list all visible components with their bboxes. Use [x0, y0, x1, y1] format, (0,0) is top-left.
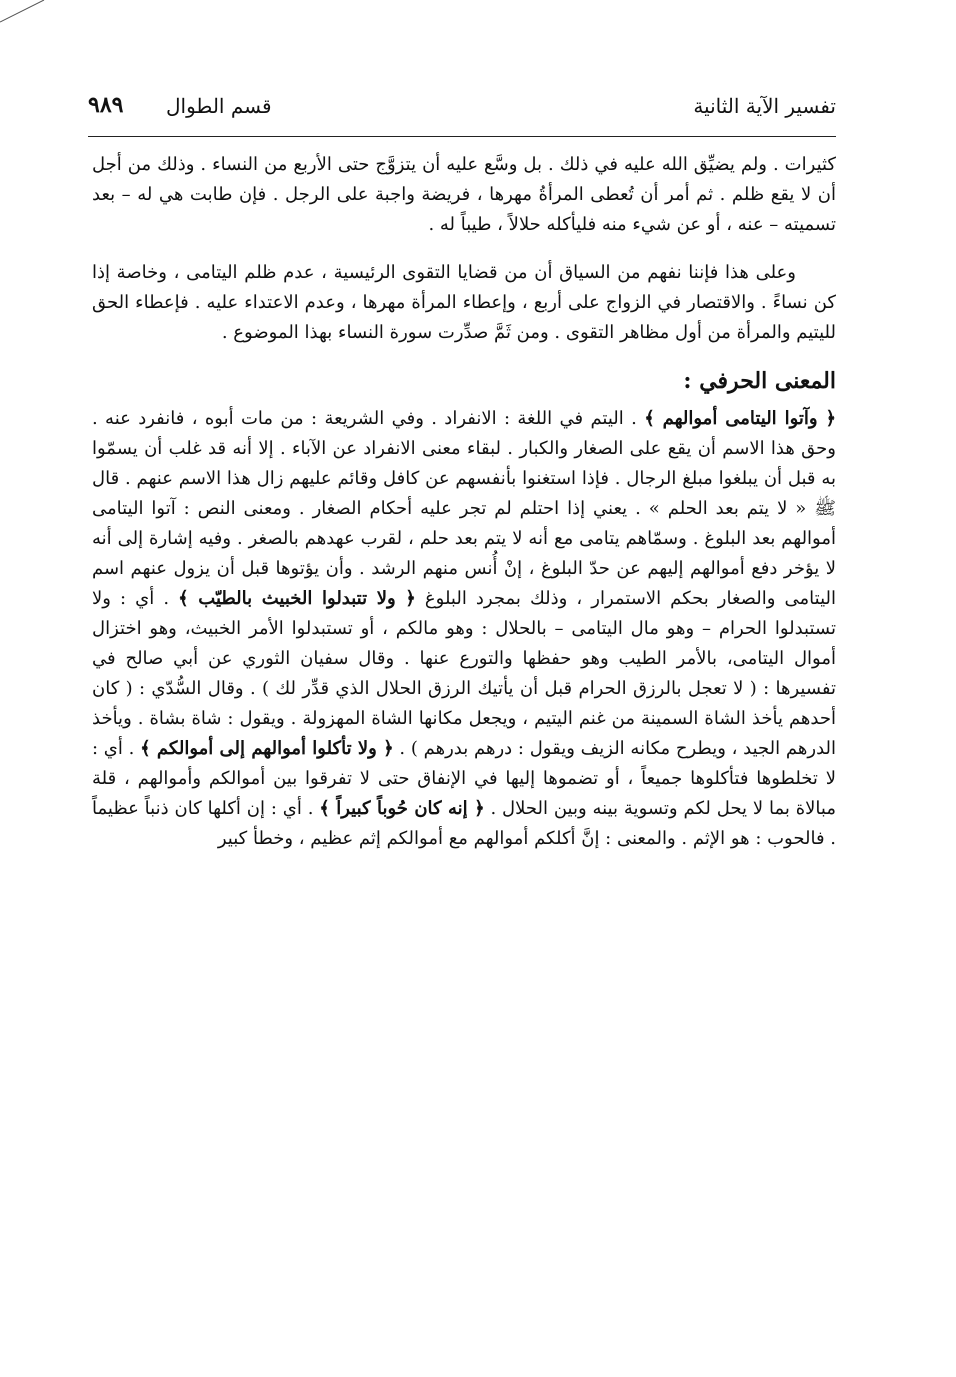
quran-quote: ﴿ ولا تتبدلوا الخبيث بالطيّب ﴾: [178, 588, 416, 609]
part-title: قسم الطوال: [166, 94, 272, 118]
quran-quote: ﴿ إنه كان حُوباً كبيراً ﴾: [319, 798, 485, 819]
section-title: تفسير الآية الثانية: [693, 94, 836, 118]
paragraph-literal-meaning: [92, 404, 836, 854]
commentary-text: . أي : لا تخلطوها فتأكلوها جميعاً ، أو تضموها إليها في الإنفاق حتى لا تفرقوا بين أموالكم وأموالهم ، قلة مبالاة بما لا يحل لكم وتسوية بينه وبين الحلال .: [92, 738, 836, 819]
section-heading: المعنى الحرفي :: [683, 368, 836, 394]
commentary-text: . اليتم في اللغة : الانفراد . وفي الشريعة : من مات أبوه ، فانفرد عنه . وحق هذا الاسم أن يقع على الصغار والكبار . لبقاء معنى الانفراد عن الآباء . إلا أنه قد غلب أن يسمّوا به قبل أن يبلغوا مبلغ الرجال . فإذا استغنوا بأنفسهم عن كافل وقائم عليهم زال هذا الاسم عنهم . قال ﷺ « لا يتم بعد الحلم » . يعني إذا احتلم لم تجر عليه أحكام الصغار . ومعنى النص : آتوا اليتامى أموالهم بعد البلوغ . وسمّاهم يتامى مع أنه لا يتم بعد حلم ، لقرب عهدهم بالصغر . وفيه إشارة إلى أنه لا يؤخر دفع أموالهم إليهم عن حدّ البلوغ ، إنْ أُنس منهم الرشد . وأن يؤتوها قبل أن يزول عنهم اسم اليتامى والصغار بحكم الاستمرار ، وذلك بمجرد البلوغ: [92, 408, 836, 609]
commentary-text: . أي : ولا تستبدلوا الحرام – وهو مال اليتامى – بالحلال : وهو مالكم ، أو تستبدلوا الأمر الخبيث، وهو اختزال أموال اليتامى، بالأمر الطيب وهو حفظها والتورع عنها . وقال سفيان الثوري عن أبي صالح في تفسيرها : ( لا تعجل بالرزق الحرام قبل أن يأتيك الرزق الحلال الذي قدِّر لك ) . وقال السُّدّي : ( كان أحدهم يأخذ الشاة السمينة من غنم اليتيم ، ويجعل مكانها الشاة المهزولة . ويقول : شاة بشاة . ويأخذ الدرهم الجيد ، ويطرح مكانه الزيف ويقول : درهم بدرهم ) .: [92, 588, 836, 759]
corner-scan-mark: [0, 0, 60, 30]
page-number: ٩٨٩: [88, 92, 124, 118]
quran-quote: ﴿ وآتوا اليتامى أموالهم ﴾: [644, 408, 837, 429]
page-body: [92, 150, 836, 854]
running-header: [88, 94, 836, 128]
paragraph-taqwa: وعلى هذا فإننا نفهم من السياق أن من قضايا التقوى الرئيسية ، عدم ظلم اليتامى ، وخاصة إذا كن نساءً . والاقتصار في الزواج على أربع ، وإعطاء المرأة مهرها ، وعدم الاعتداء عليه . فإعطاء الحق لليتيم والمرأة من أول مظاهر التقوى . ومن ثَمَّ صدِّرت سورة النساء بهذا الموضوع .: [92, 262, 836, 343]
paragraph-continuation: كثيرات . ولم يضيِّق الله عليه في ذلك . بل وسَّع عليه أن يتزوَّج حتى الأربع من النساء . وذلك من أجل أن لا يقع ظلم . ثم أمر أن تُعطى المرأةُ مهرها ، فريضة واجبة على الرجل . فإن طابت هي له – بعد تسميته – عنه ، أو عن شيء منه فليأكله حلالاً ، طيباً له .: [92, 154, 836, 235]
header-rule: [88, 136, 836, 137]
commentary-text: . أي : إن أكلها كان ذنباً عظيماً . فالحوب : هو الإثم . والمعنى : إنَّ أكلكم أموالهم مع أموالكم إثم عظيم ، وخطأ كبير: [92, 798, 836, 849]
quran-quote: ﴿ ولا تأكلوا أموالهم إلى أموالكم ﴾: [140, 738, 394, 759]
